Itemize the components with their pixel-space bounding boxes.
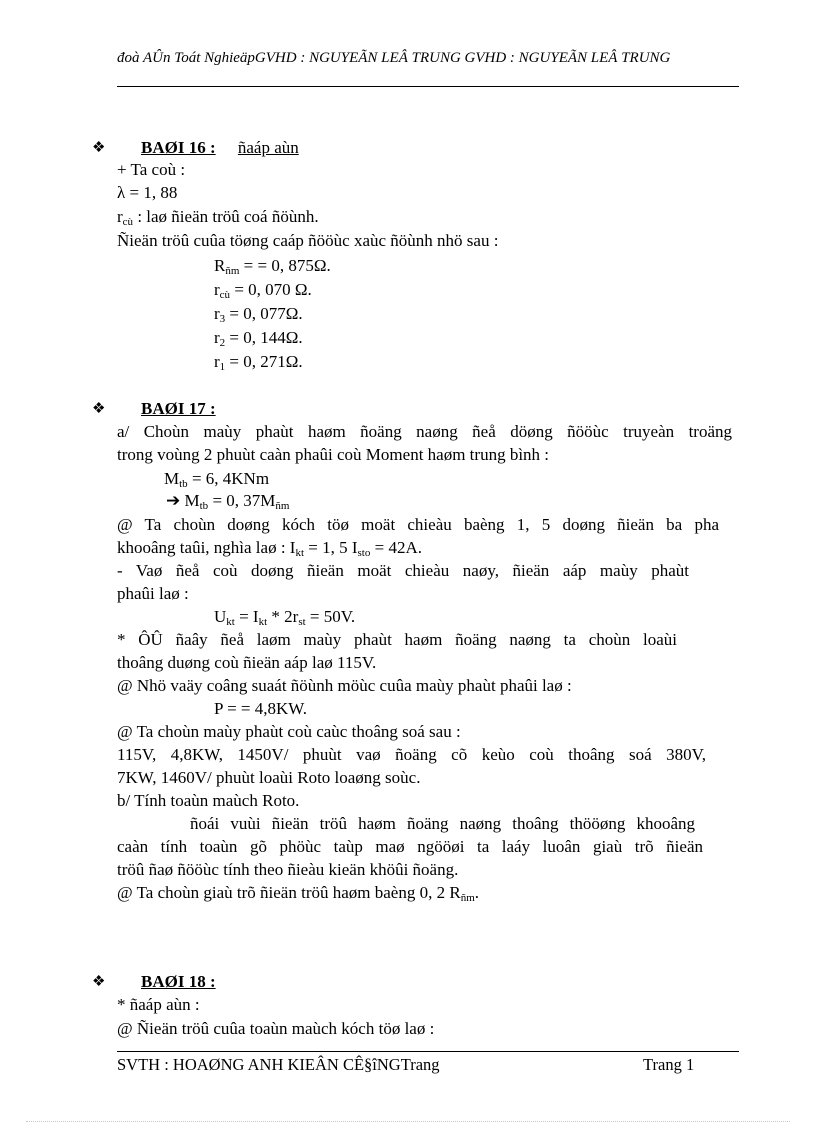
section-16-subtitle: ñaáp aùn	[237, 138, 299, 157]
footer-rule	[117, 1051, 739, 1052]
s17-para-2: @ Ta choùn doøng kóch töø moät chieàu baèng 1, 5 doøng ñieän ba pha	[117, 515, 719, 534]
s17-para-10: @ Ta choùn giaù trõ ñieän tröû haøm baèng 0, 2 $R_{ñm}$.	[117, 883, 479, 904]
s17-para-1b: trong voùng 2 phuùt caàn phaûi coù Moment haøm trung bình :	[117, 445, 550, 464]
bullet-icon: ❖	[92, 401, 106, 417]
s17-para-4: * ÔÛ ñaây ñeå laøm maùy phaùt haøm ñoäng naøng ta choùn loaùi	[117, 630, 677, 649]
s16-line-3: $r_{cù}$ : laø ñieän tröû coá ñöùnh.	[117, 207, 319, 228]
s17-para-7b: 7KW, 1460V/ phuùt loaùi Roto loaøng soùc.	[117, 768, 421, 787]
s16-value-r3: $r_3 = 0$, 077Ω.	[214, 304, 303, 325]
footer-author: SVTH : HOAØNG ANH KIEÂN CÊ§îNGTrang	[117, 1055, 440, 1074]
footer-page-number: Trang 1	[643, 1055, 695, 1074]
s16-value-r1: $r_1 = 0$, 271Ω.	[214, 352, 303, 373]
s16-value-r2: $r_2 = 0$, 144Ω.	[214, 328, 303, 349]
section-16-heading	[141, 138, 299, 158]
header-rule	[117, 86, 739, 87]
s17-formula-ukt: $U_{kt} = I_{kt} * 2r_{st} = 50V$.	[214, 607, 356, 628]
s17-para-7: 115V, 4,8KW, 1450V/ phuùt vaø ñoäng cõ keùo coù thoâng soá 380V,	[117, 745, 706, 764]
s17-para-8: b/ Tính toaùn maùch Roto.	[117, 791, 300, 810]
s17-para-3b: phaûi laø :	[117, 584, 189, 603]
s17-para-1: a/ Choùn maùy phaùt haøm ñoäng naøng ñeå döøng ñööùc truyeàn troäng	[117, 422, 732, 441]
s17-para-5: @ Nhö vaäy coâng suaát ñöùnh möùc cuûa maùy phaùt phaûi laø :	[117, 676, 572, 695]
section-18-title: BAØI 18 :	[141, 972, 216, 991]
s17-formula-mtb-ratio: ➔ $M_{tb} = 0$, $37M_{ñm}$	[166, 491, 290, 512]
s16-value-r-cu: $r_{cù} = 0$, 070 Ω.	[214, 280, 312, 301]
s17-formula-mtb: $M_{tb} = 6$, 4KNm	[164, 469, 270, 490]
s18-line-1: * ñaáp aùn :	[117, 995, 200, 1014]
s17-para-3: - Vaø ñeå coù doøng ñieän moät chieàu naøy, ñieän aáp maùy phaùt	[117, 561, 689, 580]
bullet-icon: ❖	[92, 974, 106, 990]
s17-para-4b: thoâng duøng coù ñieän aáp laø 115V.	[117, 653, 377, 672]
section-17-title: BAØI 17 :	[141, 399, 216, 418]
s17-para-9c: tröû ñaø ñööùc tính theo ñieàu kieän khöûi ñoäng.	[117, 860, 459, 879]
s16-line-1: + Ta coù :	[117, 160, 186, 179]
s17-formula-p: P = = 4,8KW.	[214, 699, 308, 718]
page-header: đoà AÛn Toát NghieäpGVHD : NGUYEÃN LEÂ TRUNG GVHD : NGUYEÃN LEÂ TRUNG	[117, 50, 671, 66]
s16-value-r-dm: $R_{ñm}$ = = 0, 875Ω.	[214, 256, 331, 277]
s17-para-9b: caàn tính toaùn gõ phöùc taùp maø ngööøi ta laáy luoân giaù trõ ñieän	[117, 837, 703, 856]
s18-line-2: @ Ñieän tröû cuûa toaùn maùch kóch töø laø :	[117, 1019, 435, 1038]
s17-para-6: @ Ta choùn maùy phaùt coù caùc thoâng soá sau :	[117, 722, 461, 741]
section-16-title: BAØI 16 :	[141, 138, 216, 157]
page-edge-dots	[26, 1121, 790, 1122]
s16-line-4: Ñieän tröû cuûa töøng caáp ñööùc xaùc ñöùnh nhö sau :	[117, 231, 499, 250]
arrow-right-icon: ➔	[166, 491, 181, 511]
s17-para-9: ñoái vuùi ñieän tröû haøm ñoäng naøng thoâng thööøng khooâng	[190, 814, 695, 833]
s16-line-2: λ = 1, 88	[117, 183, 178, 202]
bullet-icon: ❖	[92, 140, 106, 156]
s17-para-2b: khooâng taûi, nghìa laø : $I_{kt} = 1$, 5 $I_{sto} = 42A$.	[117, 538, 422, 559]
